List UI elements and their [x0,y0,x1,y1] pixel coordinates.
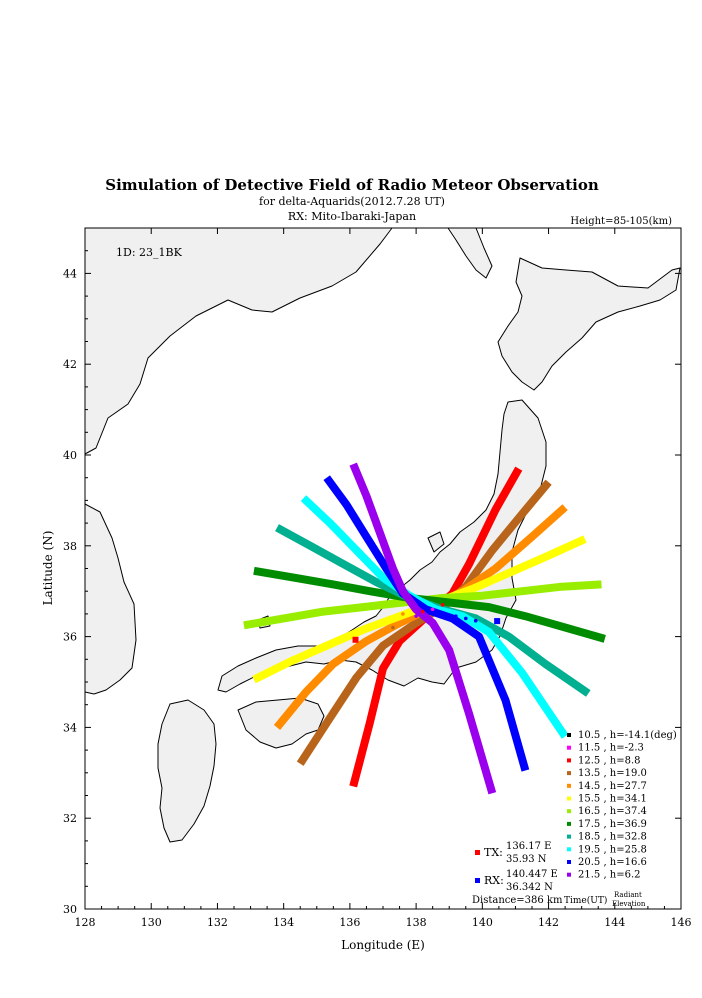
y-tick-label-6: 42 [63,358,77,372]
legend-label-4: 14.5 , h=27.7 [578,780,647,792]
scatter-dot-8 [391,626,395,630]
legend-label-7: 17.5 , h=36.9 [578,818,647,830]
legend-elev-label-2: Elevation [612,900,646,908]
scatter-dot-7 [414,614,418,618]
chart-subtitle: for delta-Aquarids(2012.7.28 UT) [259,195,445,208]
id-label: 1D: 23_1BK [116,246,182,259]
legend-label-0: 10.5 , h=-14.1(deg) [578,730,677,741]
legend-swatch-0 [567,733,571,737]
legend-label-6: 16.5 , h=37.4 [578,806,647,818]
tx-marker [475,850,480,855]
legend-swatch-6 [567,809,571,813]
x-tick-label-0: 128 [74,916,96,929]
legend-swatch-2 [567,758,571,762]
rx-location-line: RX: Mito-Ibaraki-Japan [287,210,417,223]
y-tick-label-2: 34 [63,721,77,735]
tx-lon: 136.17 E [506,841,552,852]
x-tick-label-4: 136 [339,916,361,929]
tx-lat: 35.93 N [506,854,547,865]
legend-time-label: Time(UT) [564,896,608,906]
legend-swatch-7 [567,822,571,826]
scatter-dot-5 [464,617,468,621]
rx-station-marker [494,618,500,624]
tx-station-marker [353,637,359,643]
scatter-dot-2 [441,603,445,607]
legend-label-11: 21.5 , h=6.2 [578,869,641,881]
legend-label-8: 18.5 , h=32.8 [578,831,647,843]
scatter-dot-1 [431,608,435,612]
legend-swatch-4 [567,784,571,788]
scatter-dot-0 [421,610,425,614]
y-tick-label-7: 44 [63,267,77,281]
chart-title: Simulation of Detective Field of Radio Meteor Observation [105,176,599,194]
y-tick-label-1: 32 [63,812,77,826]
x-tick-label-1: 130 [140,916,162,929]
legend-swatch-8 [567,835,571,839]
x-tick-label-3: 134 [273,916,295,929]
rx-label: RX: [484,874,504,887]
height-label: Height=85-105(km) [570,216,672,227]
y-tick-label-3: 36 [63,630,77,644]
legend-swatch-1 [567,746,571,750]
x-tick-label-6: 140 [471,916,493,929]
legend-swatch-3 [567,771,571,775]
legend-label-1: 11.5 , h=-2.3 [578,742,644,754]
scatter-dot-3 [401,612,405,616]
y-tick-label-4: 38 [63,539,77,553]
y-tick-label-5: 40 [63,449,77,462]
legend-swatch-5 [567,797,571,801]
legend-label-3: 13.5 , h=19.0 [578,768,647,780]
y-tick-label-0: 30 [63,903,77,916]
legend-label-5: 15.5 , h=34.1 [578,793,647,805]
rx-marker [475,878,480,883]
scatter-dot-6 [474,619,478,623]
scatter-dot-4 [454,614,458,618]
x-tick-label-9: 146 [670,916,692,929]
rx-lon: 140.447 E [506,869,558,880]
legend-swatch-10 [567,860,571,864]
x-tick-label-5: 138 [405,916,427,929]
legend-label-9: 19.5 , h=25.8 [578,844,647,856]
legend-swatch-9 [567,847,571,851]
legend-swatch-11 [567,873,571,877]
x-tick-label-2: 132 [206,916,228,929]
rx-lat: 36.342 N [506,882,553,893]
tx-label: TX: [484,846,503,859]
distance-label: Distance=386 km [472,895,563,906]
legend-label-10: 20.5 , h=16.6 [578,857,647,868]
x-axis-label: Longitude (E) [341,938,425,952]
legend-elev-label-1: Radiant [614,891,642,899]
legend-label-2: 12.5 , h=8.8 [578,755,641,767]
x-tick-label-7: 142 [538,916,560,929]
x-tick-label-8: 144 [604,916,626,929]
y-axis-label: Latitude (N) [41,530,55,606]
